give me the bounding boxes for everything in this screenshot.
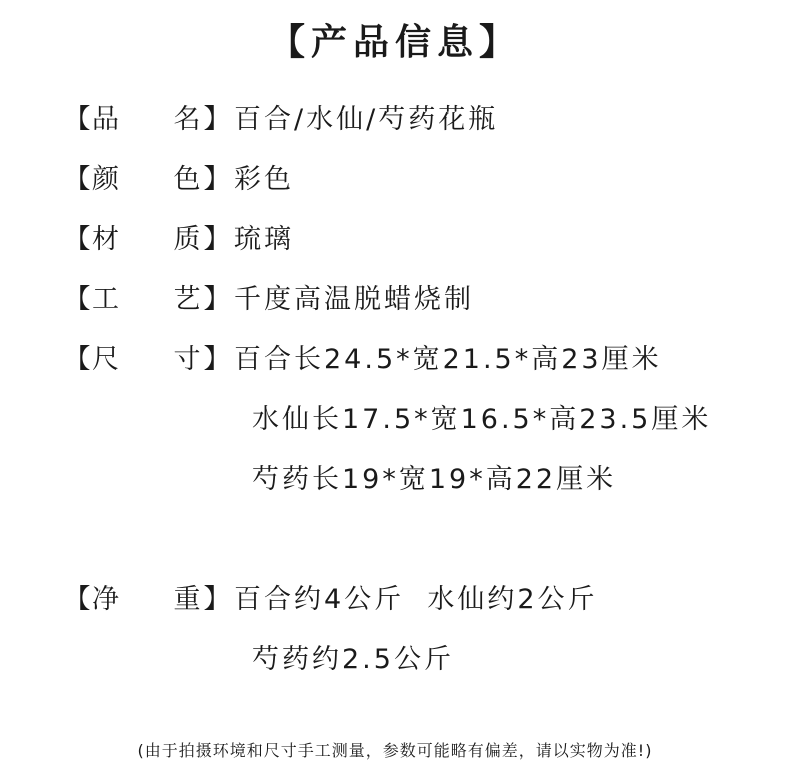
info-row-color	[62, 158, 294, 202]
info-row-name	[62, 98, 498, 142]
info-row-weight	[62, 578, 598, 622]
row-value: 百合长24.5*宽21.5*高23厘米	[234, 344, 662, 375]
row-label: 【 品 名 】	[63, 104, 231, 135]
info-row-size	[62, 338, 662, 382]
size-line-peony: 芍药长19*宽19*高22厘米	[252, 464, 617, 495]
row-value: 百合约4公斤 水仙约2公斤	[234, 584, 598, 615]
row-value: 百合/水仙/芍药花瓶	[234, 104, 499, 135]
row-label: 【 材 质 】	[63, 224, 231, 255]
row-label: 【 净 重 】	[63, 584, 231, 615]
row-label: 【 颜 色 】	[63, 164, 231, 195]
weight-line-peony: 芍药约2.5公斤	[252, 644, 454, 675]
info-row-craft	[62, 278, 474, 322]
size-line-narcissus: 水仙长17.5*宽16.5*高23.5厘米	[252, 404, 712, 435]
row-value: 琉璃	[234, 224, 294, 255]
row-value: 彩色	[234, 164, 294, 195]
info-row-material	[62, 218, 294, 262]
disclaimer-note: (由于拍摄环境和尺寸手工测量，参数可能略有偏差，请以实物为准!)	[137, 741, 653, 760]
row-value: 千度高温脱蜡烧制	[234, 284, 474, 315]
row-label: 【 尺 寸 】	[63, 344, 231, 375]
row-label: 【 工 艺 】	[63, 284, 231, 315]
page-title: 【产品信息】	[268, 21, 521, 63]
